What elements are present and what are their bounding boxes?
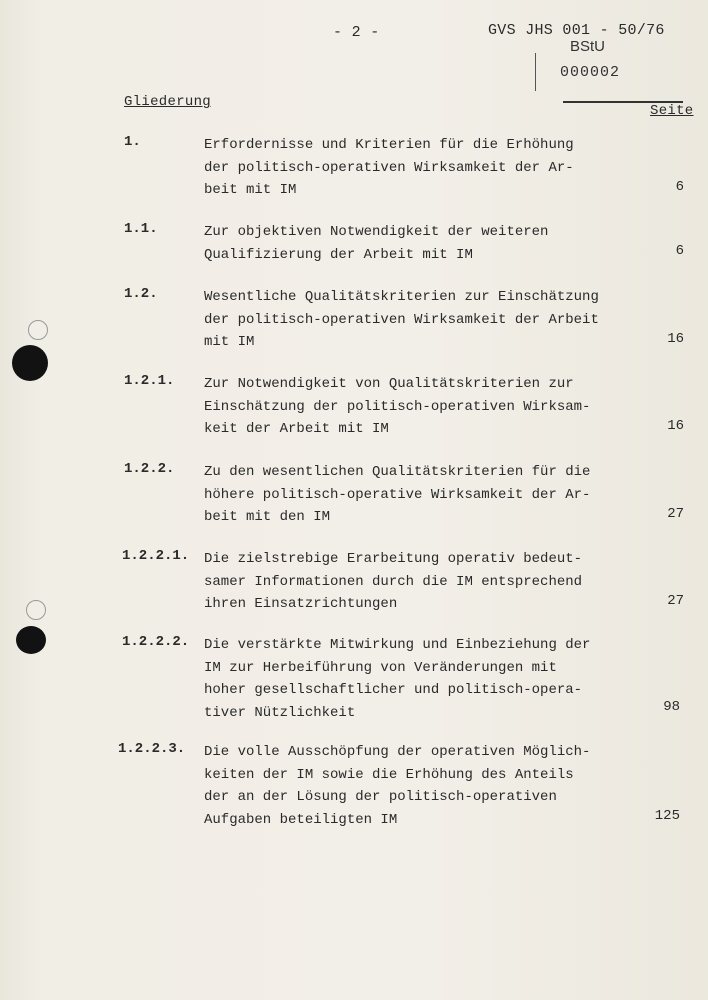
- toc-entry-page: 98: [663, 699, 680, 715]
- toc-entry-page: 125: [654, 808, 680, 824]
- toc-entry-page: 6: [675, 179, 684, 195]
- punch-hole-lower: [16, 626, 46, 654]
- toc-entry-number: 1.: [124, 134, 141, 150]
- toc-entry-page: 27: [667, 593, 684, 609]
- toc-entry-page: 16: [667, 331, 684, 347]
- punch-hole-lower-ring: [26, 600, 46, 620]
- toc-entry-title: Zur Notwendigkeit von Qualitätskriterien zur Einschätzung der politisch-operativen Wirksam- keit der Arbeit mit IM: [204, 376, 591, 437]
- toc-entry-number: 1.2.1.: [124, 373, 175, 389]
- archive-stamp: BStU: [570, 38, 606, 55]
- toc-heading: Gliederung: [124, 94, 212, 110]
- toc-entry-number: 1.2.2.: [124, 461, 175, 477]
- toc-entry-number: 1.2.: [124, 286, 158, 302]
- punch-hole-upper-ring: [28, 320, 48, 340]
- document-reference: GVS JHS 001 - 50/76: [488, 22, 665, 39]
- page-column-label: Seite: [650, 103, 694, 119]
- toc-entry-number: 1.1.: [124, 221, 158, 237]
- page-number: - 2 -: [333, 24, 380, 41]
- stamp-divider: [535, 53, 536, 91]
- toc-entry-title: Die zielstrebige Erarbeitung operativ bedeut- samer Informationen durch die IM entsprechend ihren Einsatzrichtungen: [204, 551, 583, 612]
- toc-entry-page: 27: [667, 506, 684, 522]
- toc-entry-title: Zu den wesentlichen Qualitätskriterien für die höhere politisch-operative Wirksamkeit der Ar- beit mit den IM: [204, 464, 591, 525]
- toc-entry-page: 16: [667, 418, 684, 434]
- toc-entry-title: Die verstärkte Mitwirkung und Einbeziehung der IM zur Herbeiführung von Veränderungen mit hoher gesellschaftlicher und politisch-opera- tiver Nützlichkeit: [204, 637, 591, 721]
- toc-entry-number: 1.2.2.2.: [122, 634, 190, 650]
- toc-entry-page: 6: [675, 243, 684, 259]
- toc-entry-title: Die volle Ausschöpfung der operativen Möglich- keiten der IM sowie die Erhöhung des Anteils der an der Lösung der politisch-operativen Aufgaben beteiligten IM: [204, 744, 591, 828]
- toc-entry-number: 1.2.2.1.: [122, 548, 190, 564]
- toc-entry-title: Wesentliche Qualitätskriterien zur Einschätzung der politisch-operativen Wirksamkeit der Arbeit mit IM: [204, 289, 599, 350]
- toc-entry-title: Zur objektiven Notwendigkeit der weiteren Qualifizierung der Arbeit mit IM: [204, 224, 549, 263]
- toc-entry-number: 1.2.2.3.: [118, 741, 186, 757]
- punch-hole-upper: [12, 345, 48, 381]
- archive-stamp-number: 000002: [560, 64, 621, 81]
- toc-entry-title: Erfordernisse und Kriterien für die Erhöhung der politisch-operativen Wirksamkeit der Ar- beit mit IM: [204, 137, 574, 198]
